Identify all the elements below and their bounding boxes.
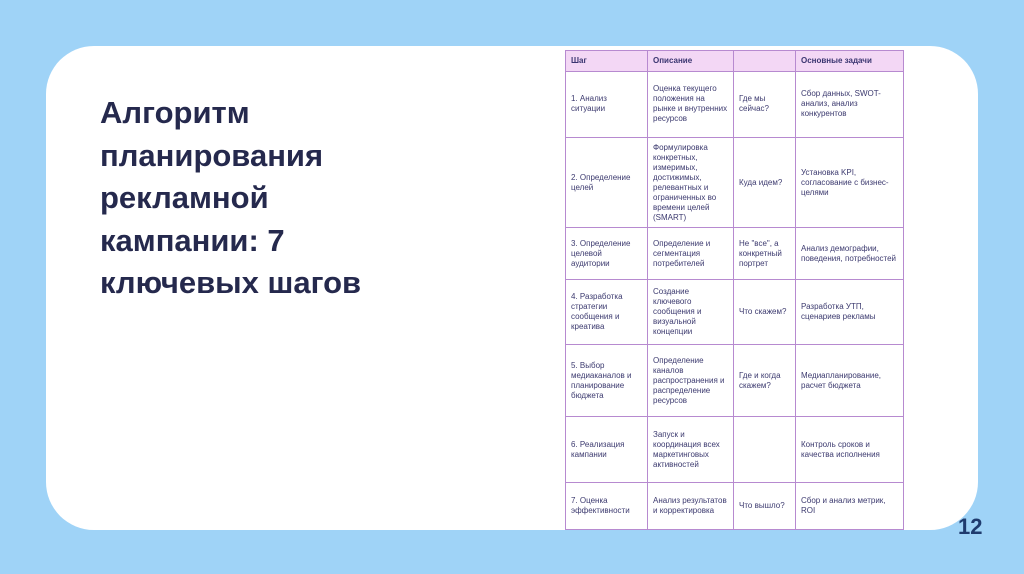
cell-tasks: Медиапланирование, расчет бюджета <box>796 345 904 417</box>
cell-description: Создание ключевого сообщения и визуальной концепции <box>648 279 734 345</box>
table-header-row <box>566 51 904 72</box>
cell-question <box>734 417 796 483</box>
cell-tasks: Сбор и анализ метрик, ROI <box>796 483 904 530</box>
cell-tasks: Разработка УТП, сценариев рекламы <box>796 279 904 345</box>
cell-question: Что вышло? <box>734 483 796 530</box>
cell-question: Где мы сейчас? <box>734 72 796 138</box>
cell-tasks: Контроль сроков и качества исполнения <box>796 417 904 483</box>
cell-tasks: Сбор данных, SWOT-анализ, анализ конкурентов <box>796 72 904 138</box>
table-row <box>566 279 904 345</box>
cell-question: Не "все", а конкретный портрет <box>734 228 796 279</box>
cell-tasks: Установка KPI, согласование с бизнес-целями <box>796 137 904 228</box>
cell-step: 6. Реализация кампании <box>566 417 648 483</box>
cell-question: Что скажем? <box>734 279 796 345</box>
table-row <box>566 417 904 483</box>
header-question <box>734 51 796 72</box>
cell-step: 5. Выбор медиаканалов и планирование бюджета <box>566 345 648 417</box>
page-number: 12 <box>958 514 983 539</box>
table-row <box>566 137 904 228</box>
header-step: Шаг <box>566 51 648 72</box>
header-tasks: Основные задачи <box>796 51 904 72</box>
table-row <box>566 72 904 138</box>
cell-description: Определение и сегментация потребителей <box>648 228 734 279</box>
header-description: Описание <box>648 51 734 72</box>
slide-title: Алгоритм планирования рекламной кампании: 7 ключевых шагов <box>100 95 362 300</box>
cell-step: 2. Определение целей <box>566 137 648 228</box>
cell-description: Определение каналов распространения и распределение ресурсов <box>648 345 734 417</box>
cell-description: Формулировка конкретных, измеримых, достижимых, релевантных и ограниченных во времени целей (SMART) <box>648 137 734 228</box>
cell-description: Анализ результатов и корректировка <box>648 483 734 530</box>
cell-step: 7. Оценка эффективности <box>566 483 648 530</box>
table-row <box>566 345 904 417</box>
steps-table <box>565 50 904 530</box>
table-row <box>566 483 904 530</box>
cell-description: Оценка текущего положения на рынке и внутренних ресурсов <box>648 72 734 138</box>
cell-step: 1. Анализ ситуации <box>566 72 648 138</box>
cell-question: Где и когда скажем? <box>734 345 796 417</box>
cell-step: 3. Определение целевой аудитории <box>566 228 648 279</box>
cell-question: Куда идем? <box>734 137 796 228</box>
steps-table-wrapper <box>565 50 903 530</box>
cell-description: Запуск и координация всех маркетинговых активностей <box>648 417 734 483</box>
table-row <box>566 228 904 279</box>
cell-tasks: Анализ демографии, поведения, потребностей <box>796 228 904 279</box>
cell-step: 4. Разработка стратегии сообщения и креатива <box>566 279 648 345</box>
